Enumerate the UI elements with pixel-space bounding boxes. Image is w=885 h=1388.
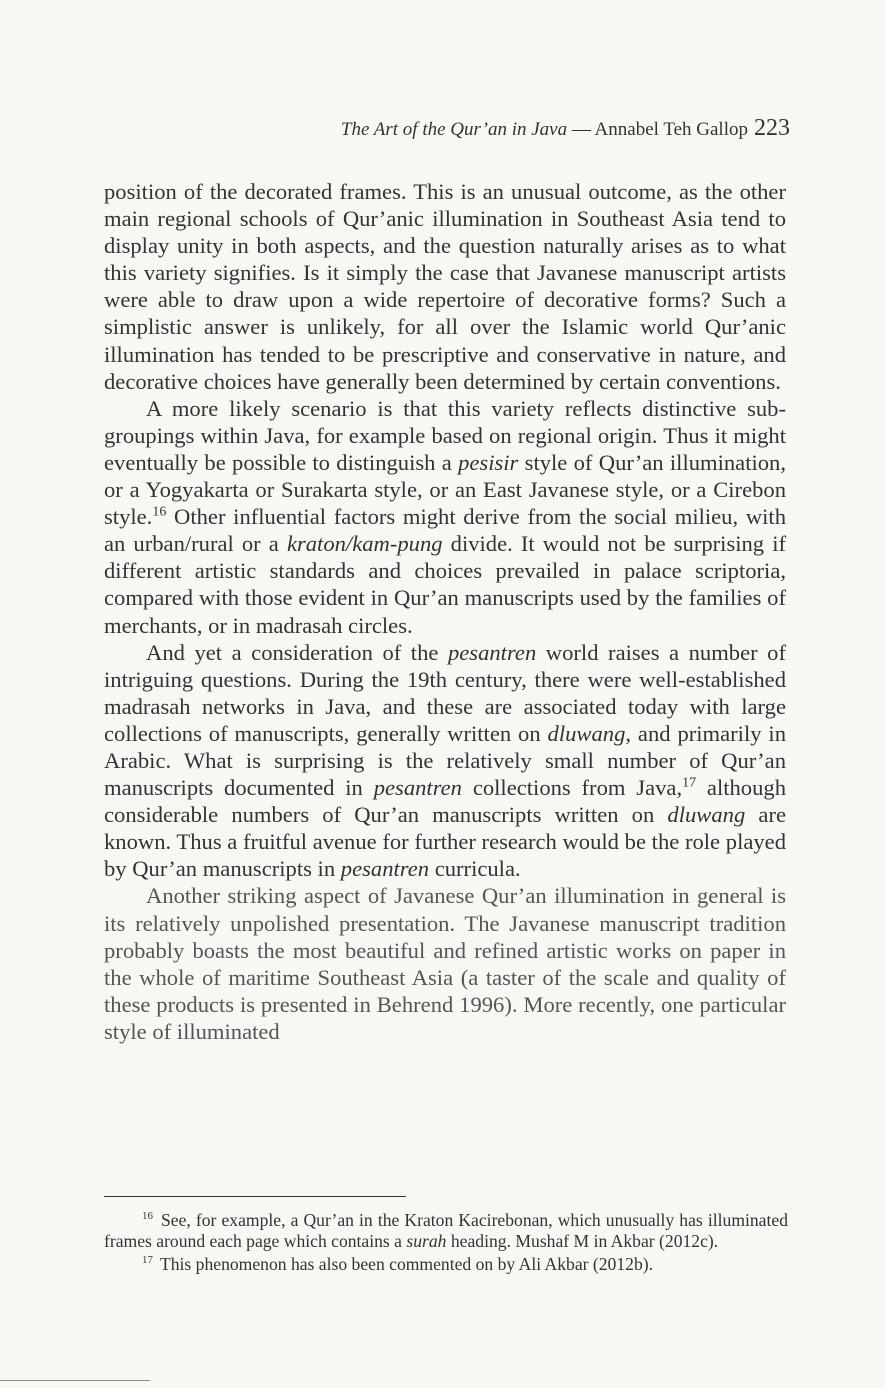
text-run: , and primarily in Arabic. What is surprising is the relatively small number of Qur’an manuscripts documented in	[104, 720, 786, 801]
running-head	[100, 115, 790, 142]
body-text	[104, 178, 786, 1045]
italic-term: pesisir	[458, 449, 519, 475]
running-head-author: Annabel Teh Gallop	[594, 119, 748, 140]
text-run: collections from Java,	[461, 775, 683, 801]
footnotes	[104, 1210, 788, 1277]
footnote-16	[104, 1210, 788, 1252]
italic-term: pesantren	[373, 775, 462, 801]
italic-term: dluwang	[547, 720, 626, 746]
footnote-marker: 17	[682, 775, 697, 791]
footnote-marker: 16	[142, 1210, 153, 1223]
page-number: 223	[754, 115, 790, 141]
text-run: although considerable numbers of Qur’an manuscripts written on	[104, 775, 786, 828]
italic-term: pesantren	[340, 856, 430, 882]
italic-term: dluwang	[667, 802, 746, 828]
paragraph	[104, 395, 786, 639]
text-run: world raises a number of intriguing questions. During the 19th century, there were well-established madrasah networks in Java, and these are associated today with large collections of manuscripts, generally written on	[104, 639, 787, 746]
footnote-rule	[104, 1196, 406, 1197]
paragraph	[104, 178, 786, 395]
footnote-marker: 17	[142, 1254, 153, 1267]
text-run: heading. Mushaf M in Akbar (2012c).	[446, 1231, 719, 1251]
italic-term: pesantren	[447, 639, 537, 665]
page-edge-line	[0, 1380, 150, 1381]
text-run: style of Qur’an illumination, or a Yogyakarta or Surakarta style, or an East Javanese style, or a Cirebon style.	[104, 449, 786, 530]
footnote-marker: 16	[152, 504, 167, 520]
paragraph	[104, 639, 786, 883]
text-run: See, for example, a Qur’an in the Kraton Kacirebonan, which unusually has illuminated frames around each page which contains a	[104, 1210, 788, 1251]
text-run: A more likely scenario is that this variety reflects distinctive sub-groupings within Java, for example based on regional origin. Thus it might eventually be possible to distinguish a	[104, 395, 786, 475]
text-run: position of the decorated frames. This is an unusual outcome, as the other main regional schools of Qur’anic illumination in Southeast Asia tend to display unity in both aspects, and the question naturally arises as to what this variety signifies. Is it simply the case that Javanese manuscript artists were able to draw upon a wide repertoire of decorative forms? Such a simplistic answer is unlikely, for all over the Islamic world Qur’anic illumination has tended to be prescriptive and conservative in nature, and decorative choices have generally been determined by certain conventions.	[104, 179, 786, 394]
italic-term: kraton/kam-pung	[286, 531, 443, 557]
footnote-17	[104, 1254, 788, 1275]
text-run: Another striking aspect of Javanese Qur’an illumination in general is its relatively unpolished presentation. The Javanese manuscript tradition probably boasts the most beautiful and refined artistic works on paper in the whole of maritime Southeast Asia (a taster of the scale and quality of these products is presented in Behrend 1996). More recently, one particular style of illuminated	[104, 883, 786, 1044]
text-run: are known. Thus a fruitful avenue for further research would be the role played by Qur’an manuscripts in	[104, 802, 786, 882]
text-run: curricula.	[429, 856, 521, 882]
text-run: And yet a consideration of the	[146, 639, 448, 665]
italic-term: surah	[406, 1231, 447, 1251]
running-head-separator: —	[567, 119, 595, 140]
text-run: This phenomenon has also been commented on by Ali Akbar (2012b).	[155, 1254, 654, 1274]
paragraph	[104, 882, 786, 1045]
text-run: Other influential factors might derive from the social milieu, with an urban/rural or a	[104, 504, 786, 557]
text-run: divide. It would not be surprising if different artistic standards and choices prevailed in palace scriptoria, compared with those evident in Qur’an manuscripts used by the families of merchants, or in madrasah circles.	[104, 531, 787, 638]
running-title: The Art of the Qur’an in Java	[340, 119, 568, 140]
